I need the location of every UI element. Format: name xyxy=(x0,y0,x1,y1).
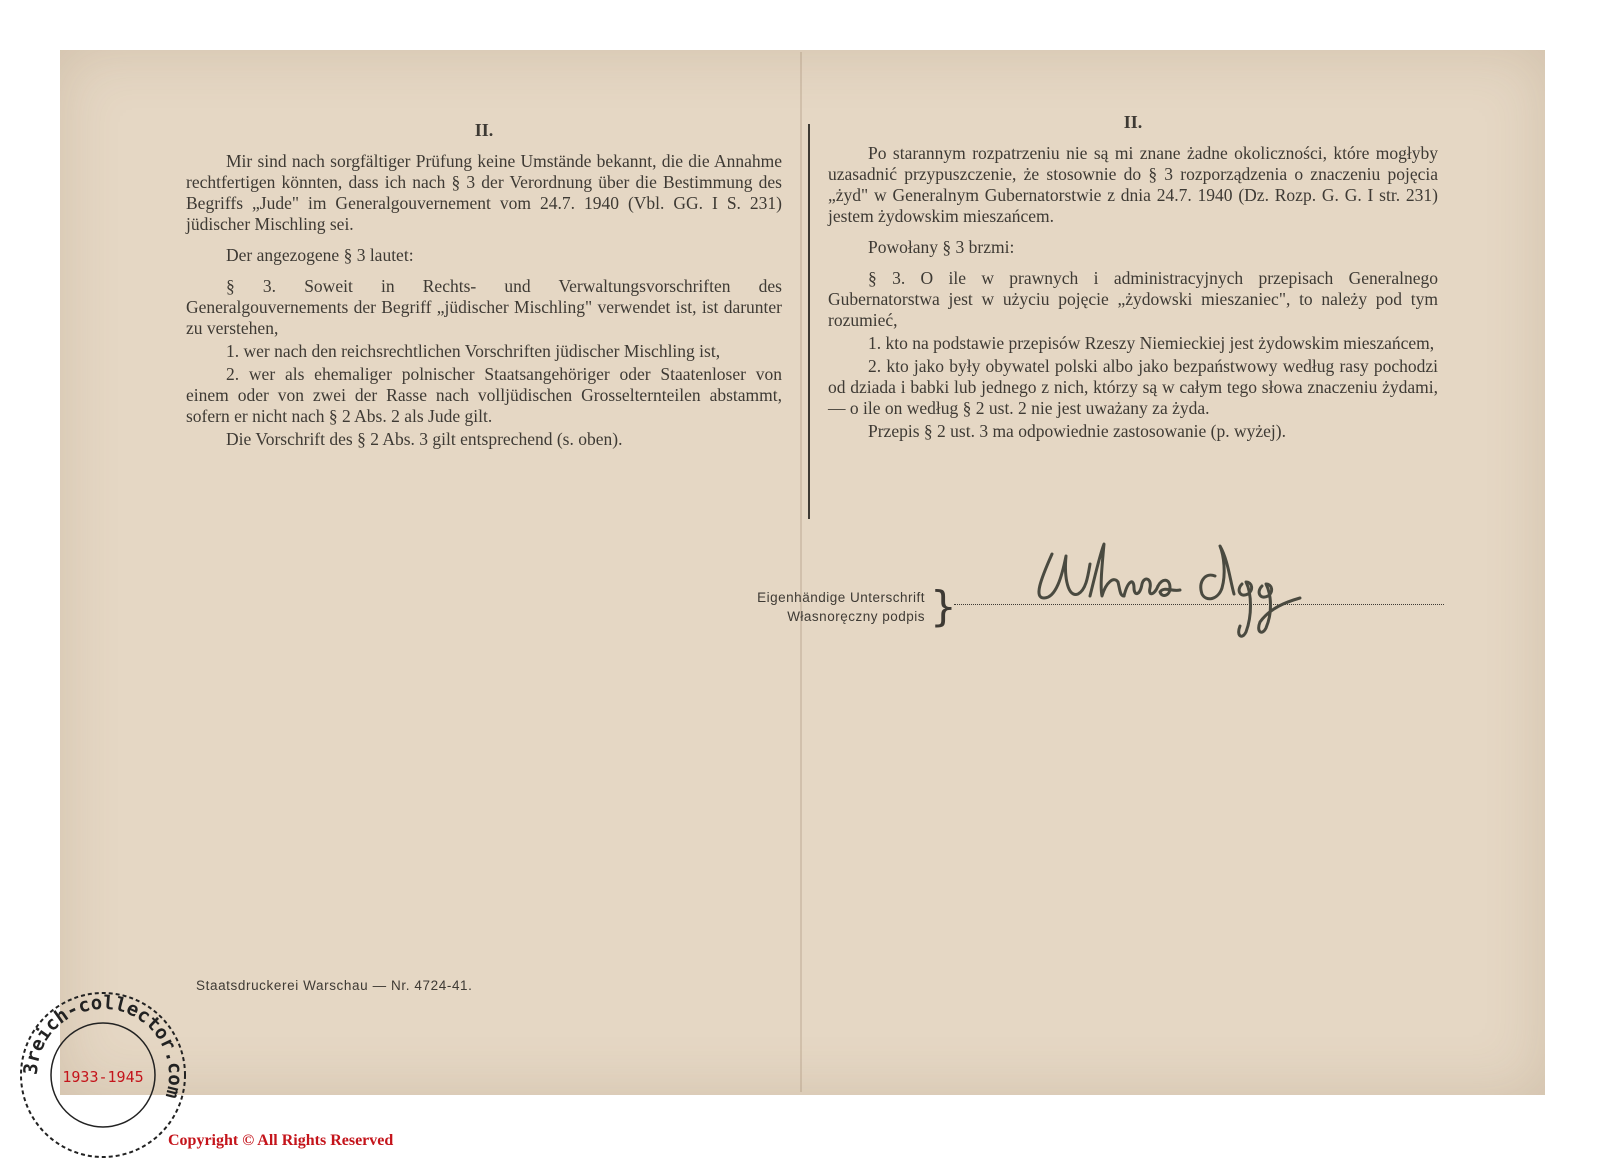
polish-column xyxy=(828,112,1438,452)
polish-section-3: § 3. O ile w prawnych i administracyjnych przepisach Generalnego Gubernatorstwa jest w użyciu pojęcie „żydowski mieszaniec", to należy pod tym rozumieć, xyxy=(828,268,1438,330)
signature-labels xyxy=(700,588,925,626)
german-section-3: § 3. Soweit in Rechts- und Verwaltungsvorschriften des Generalgouvernements der Begriff „jüdischer Mischling" verwendet ist, ist darunter zu verstehen, xyxy=(186,276,782,338)
german-heading: II. xyxy=(474,120,494,140)
german-point-2: 2. wer als ehemaliger polnischer Staatsangehöriger oder Staatenloser von einem oder von zwei der Rasse nach volljüdischen Grosselternteilen abstammt, sofern er nicht nach § 2 Abs. 2 als Jude gilt. xyxy=(186,364,782,426)
watermark-stamp-icon xyxy=(18,990,188,1160)
printer-imprint: Staatsdruckerei Warschau — Nr. 4724-41. xyxy=(196,978,473,993)
handwritten-signature xyxy=(1030,536,1370,646)
german-closing: Die Vorschrift des § 2 Abs. 3 gilt entsprechend (s. oben). xyxy=(226,429,623,449)
german-intro: Der angezogene § 3 lautet: xyxy=(226,245,414,265)
signature-label-de: Eigenhändige Unterschrift xyxy=(757,590,925,605)
brace-icon: } xyxy=(930,582,957,631)
polish-intro: Powołany § 3 brzmi: xyxy=(868,237,1015,257)
german-column xyxy=(186,120,782,460)
polish-closing: Przepis § 2 ust. 3 ma odpowiednie zastosowanie (p. wyżej). xyxy=(868,421,1286,441)
german-declaration: Mir sind nach sorgfältiger Prüfung keine Umstände bekannt, die die Annahme rechtfertigen könnten, dass ich nach § 3 der Verordnung über die Bestimmung des Begriffs „Jude" im Generalgouvernement vom 24.7. 1940 (Vbl. GG. I S. 231) jüdischer Mischling sei. xyxy=(186,151,782,234)
stamp-years: 1933-1945 xyxy=(62,1068,144,1086)
copyright-notice: Copyright © All Rights Reserved xyxy=(168,1132,394,1149)
signature-label-pl: Własnoręczny podpis xyxy=(787,609,925,624)
paper-fold-line xyxy=(800,52,802,1092)
polish-point-2: 2. kto jako były obywatel polski albo jako bezpaństwowy według rasy pochodzi od dziada i babki lub jednego z nich, którzy są w całym tego słowa znaczeniu żydami, — o ile on według § 2 ust. 2 nie jest uważany za żyda. xyxy=(828,356,1438,418)
polish-heading: II. xyxy=(1123,112,1143,132)
polish-point-1: 1. kto na podstawie przepisów Rzeszy Niemieckiej jest żydowskim mieszańcem, xyxy=(868,333,1435,353)
stamp-ring-text: 3reich-collector.com xyxy=(19,991,187,1101)
column-divider xyxy=(808,124,810,519)
polish-declaration: Po starannym rozpatrzeniu nie są mi znane żadne okoliczności, które mogłyby uzasadnić przypuszczenie, że stosownie do § 3 rozporządzenia o znaczeniu pojęcia „żyd" w Generalnym Gubernatorstwie z dnia 24.7. 1940 (Dz. Rozp. G. G. I str. 231) jestem żydowskim mieszańcem. xyxy=(828,143,1438,226)
german-point-1: 1. wer nach den reichsrechtlichen Vorschriften jüdischer Mischling ist, xyxy=(226,341,721,361)
